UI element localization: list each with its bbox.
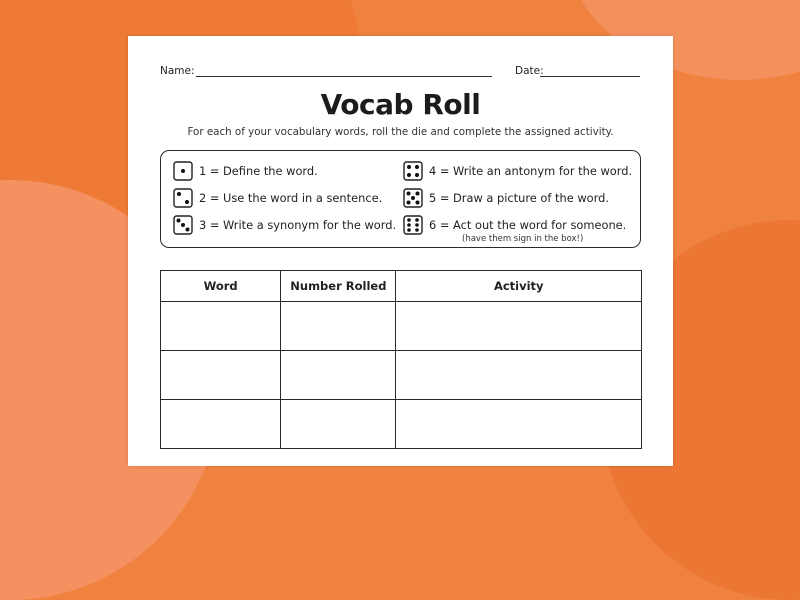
name-field-line[interactable]	[196, 76, 492, 77]
key-item-three	[173, 215, 396, 235]
die-three-icon	[173, 215, 193, 235]
table-cell[interactable]	[161, 351, 281, 400]
date-label: Date:	[515, 65, 544, 77]
die-five-icon	[403, 188, 423, 208]
table-cell[interactable]	[161, 302, 281, 351]
page-title: Vocab Roll	[320, 88, 481, 121]
die-one-icon	[173, 161, 193, 181]
key-note: (have them sign in the box!)	[462, 234, 584, 244]
table-row	[161, 302, 642, 351]
column-header-activity: Activity	[396, 271, 642, 302]
table-row	[161, 351, 642, 400]
dice-key-box	[160, 150, 641, 248]
table-row	[161, 400, 642, 449]
table-header-row	[161, 271, 642, 302]
column-header-word: Word	[161, 271, 281, 302]
key-item-five	[403, 188, 609, 208]
key-text: 1 = Define the word.	[199, 164, 318, 178]
key-item-four	[403, 161, 632, 181]
key-item-two	[173, 188, 382, 208]
worksheet-page	[128, 36, 673, 466]
key-item-six	[403, 215, 626, 235]
name-label: Name:	[160, 65, 195, 77]
table-cell[interactable]	[281, 302, 396, 351]
key-item-one	[173, 161, 318, 181]
column-header-number-rolled: Number Rolled	[281, 271, 396, 302]
page-instructions: For each of your vocabulary words, roll the die and complete the assigned activity.	[187, 126, 614, 138]
key-text: 2 = Use the word in a sentence.	[199, 191, 383, 205]
date-field-line[interactable]	[540, 76, 640, 77]
key-text: 3 = Write a synonym for the word.	[199, 218, 397, 232]
table-cell[interactable]	[396, 302, 642, 351]
key-text: 5 = Draw a picture of the word.	[429, 191, 609, 205]
table-cell[interactable]	[281, 351, 396, 400]
table-cell[interactable]	[396, 351, 642, 400]
table-cell[interactable]	[161, 400, 281, 449]
die-four-icon	[403, 161, 423, 181]
table-cell[interactable]	[281, 400, 396, 449]
die-two-icon	[173, 188, 193, 208]
key-text: 4 = Write an antonym for the word.	[429, 164, 633, 178]
die-six-icon	[403, 215, 423, 235]
vocab-table	[160, 270, 642, 449]
table-cell[interactable]	[396, 400, 642, 449]
key-text: 6 = Act out the word for someone.	[429, 218, 627, 232]
